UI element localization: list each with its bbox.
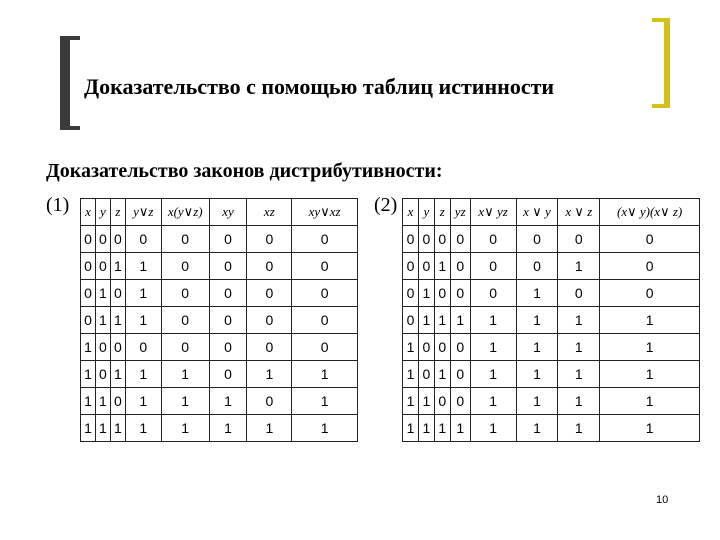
table-cell: 1 (403, 361, 419, 388)
table-cell: 0 (600, 280, 700, 307)
page-number: 10 (656, 494, 669, 506)
table-cell: 0 (418, 334, 434, 361)
table-cell: 0 (81, 226, 96, 253)
table-header-row (81, 199, 358, 226)
column-header: x ∨ z (558, 199, 600, 226)
table-cell: 0 (292, 334, 358, 361)
table-cell: 1 (81, 334, 96, 361)
table-cell: 1 (470, 415, 516, 442)
table-cell: 1 (450, 307, 470, 334)
table-cell: 0 (470, 280, 516, 307)
table-row (403, 253, 700, 280)
table-cell: 0 (292, 226, 358, 253)
table-cell: 1 (516, 361, 558, 388)
column-header: x(y∨z) (161, 199, 209, 226)
table-cell: 0 (600, 253, 700, 280)
table-row (403, 307, 700, 334)
table-cell: 1 (81, 361, 96, 388)
table-cell: 0 (209, 253, 247, 280)
table-row (81, 307, 358, 334)
table-cell: 1 (600, 388, 700, 415)
table-cell: 0 (450, 280, 470, 307)
table-row (81, 361, 358, 388)
table-cell: 0 (434, 334, 450, 361)
table-cell: 0 (434, 226, 450, 253)
table-cell: 0 (247, 253, 292, 280)
table-row (81, 388, 358, 415)
table-cell: 1 (558, 253, 600, 280)
table-cell: 1 (418, 388, 434, 415)
table-cell: 1 (558, 388, 600, 415)
table-cell: 0 (81, 280, 96, 307)
table-cell: 1 (81, 388, 96, 415)
table-cell: 1 (161, 388, 209, 415)
table-cell: 0 (600, 226, 700, 253)
table-row (403, 334, 700, 361)
table-cell: 1 (558, 307, 600, 334)
table-cell: 1 (470, 334, 516, 361)
table-cell: 1 (418, 415, 434, 442)
table-cell: 1 (209, 415, 247, 442)
table-cell: 1 (558, 415, 600, 442)
table-cell: 0 (161, 334, 209, 361)
table-cell: 1 (434, 361, 450, 388)
table-cell: 0 (95, 334, 110, 361)
column-header: y (95, 199, 110, 226)
table-cell: 1 (558, 334, 600, 361)
table-cell: 1 (292, 415, 358, 442)
table-cell: 1 (95, 280, 110, 307)
table-cell: 0 (403, 307, 419, 334)
table-cell: 1 (600, 307, 700, 334)
table-cell: 1 (95, 307, 110, 334)
column-header: z (110, 199, 125, 226)
table-cell: 1 (516, 307, 558, 334)
column-header: yz (450, 199, 470, 226)
table-row (403, 415, 700, 442)
table-cell: 0 (161, 253, 209, 280)
table-cell: 0 (81, 307, 96, 334)
table-cell: 0 (450, 361, 470, 388)
table-cell: 1 (418, 280, 434, 307)
table-row (403, 388, 700, 415)
column-header: (x∨ y)(x∨ z) (600, 199, 700, 226)
table-cell: 0 (125, 334, 161, 361)
table-cell: 1 (81, 415, 96, 442)
table-cell: 1 (600, 361, 700, 388)
table-cell: 0 (110, 334, 125, 361)
table-cell: 1 (516, 388, 558, 415)
table-cell: 1 (110, 361, 125, 388)
table-cell: 0 (558, 226, 600, 253)
table-cell: 1 (600, 334, 700, 361)
column-header: z (434, 199, 450, 226)
table-cell: 0 (110, 388, 125, 415)
table-header-row (403, 199, 700, 226)
table-cell: 0 (247, 226, 292, 253)
table-cell: 0 (403, 226, 419, 253)
table-cell: 1 (247, 361, 292, 388)
table-row (403, 361, 700, 388)
table-row (403, 280, 700, 307)
table-cell: 0 (403, 253, 419, 280)
table-cell: 1 (247, 415, 292, 442)
table-cell: 1 (161, 361, 209, 388)
column-header: x∨ yz (470, 199, 516, 226)
table-cell: 0 (558, 280, 600, 307)
table-cell: 1 (161, 415, 209, 442)
table-cell: 1 (292, 361, 358, 388)
table-cell: 0 (434, 280, 450, 307)
table-row (81, 226, 358, 253)
table-cell: 0 (161, 226, 209, 253)
column-header: xy∨xz (292, 199, 358, 226)
table-cell: 1 (600, 415, 700, 442)
table-cell: 0 (209, 334, 247, 361)
table-row (403, 226, 700, 253)
table-cell: 1 (110, 415, 125, 442)
table-cell: 0 (450, 388, 470, 415)
table-row (81, 253, 358, 280)
column-header: xz (247, 199, 292, 226)
left-bracket-decoration (60, 36, 80, 130)
table-cell: 1 (125, 253, 161, 280)
slide-title: Доказательство с помощью таблиц истинности (84, 74, 555, 99)
table-cell: 0 (247, 307, 292, 334)
table-cell: 0 (247, 388, 292, 415)
table-cell: 1 (418, 307, 434, 334)
column-header: y (418, 199, 434, 226)
table-cell: 1 (125, 280, 161, 307)
table-row (81, 415, 358, 442)
table-cell: 0 (110, 226, 125, 253)
column-header: x (403, 199, 419, 226)
truth-table-1 (80, 198, 358, 442)
table-cell: 0 (403, 280, 419, 307)
column-header: xy (209, 199, 247, 226)
table-cell: 0 (209, 307, 247, 334)
table-cell: 1 (434, 307, 450, 334)
table-cell: 1 (125, 388, 161, 415)
table-cell: 1 (403, 334, 419, 361)
table-cell: 0 (247, 280, 292, 307)
table2-label: (2) (374, 194, 398, 216)
table-cell: 0 (95, 226, 110, 253)
table-cell: 0 (434, 388, 450, 415)
table-cell: 1 (516, 280, 558, 307)
table1-label: (1) (46, 194, 70, 216)
table-cell: 0 (418, 226, 434, 253)
table-cell: 1 (209, 388, 247, 415)
table-cell: 0 (81, 253, 96, 280)
column-header: x (81, 199, 96, 226)
table-cell: 1 (125, 307, 161, 334)
table-cell: 0 (209, 361, 247, 388)
table-cell: 1 (292, 388, 358, 415)
table-row (81, 280, 358, 307)
table-cell: 0 (470, 253, 516, 280)
table-cell: 1 (470, 361, 516, 388)
table-cell: 0 (450, 226, 470, 253)
table-cell: 1 (470, 307, 516, 334)
column-header: x ∨ y (516, 199, 558, 226)
table-cell: 0 (418, 361, 434, 388)
table-cell: 0 (125, 226, 161, 253)
table-cell: 1 (95, 388, 110, 415)
table-cell: 0 (516, 253, 558, 280)
table-cell: 1 (558, 361, 600, 388)
table-cell: 1 (516, 415, 558, 442)
table-cell: 1 (434, 415, 450, 442)
table-cell: 0 (292, 307, 358, 334)
table-cell: 1 (450, 415, 470, 442)
table-cell: 1 (403, 388, 419, 415)
table-cell: 0 (161, 280, 209, 307)
table-cell: 0 (95, 361, 110, 388)
table-cell: 1 (403, 415, 419, 442)
table-cell: 0 (209, 226, 247, 253)
table-cell: 0 (418, 253, 434, 280)
table-cell: 0 (209, 280, 247, 307)
table-cell: 1 (125, 415, 161, 442)
table-cell: 1 (110, 253, 125, 280)
table-cell: 1 (95, 415, 110, 442)
table-cell: 0 (161, 307, 209, 334)
table-cell: 0 (110, 280, 125, 307)
table-cell: 0 (450, 253, 470, 280)
table-cell: 0 (247, 334, 292, 361)
table-row (81, 334, 358, 361)
table-cell: 0 (292, 280, 358, 307)
column-header: y∨z (125, 199, 161, 226)
table-cell: 0 (95, 253, 110, 280)
table-cell: 0 (292, 253, 358, 280)
table-cell: 1 (470, 388, 516, 415)
slide-subtitle: Доказательство законов дистрибутивности: (46, 160, 443, 182)
table-cell: 0 (516, 226, 558, 253)
table-cell: 0 (470, 226, 516, 253)
table-cell: 1 (434, 253, 450, 280)
table-cell: 1 (125, 361, 161, 388)
right-bracket-decoration (650, 18, 670, 108)
table-cell: 1 (110, 307, 125, 334)
truth-table-2 (402, 198, 700, 442)
table-cell: 0 (450, 334, 470, 361)
table-cell: 1 (516, 334, 558, 361)
